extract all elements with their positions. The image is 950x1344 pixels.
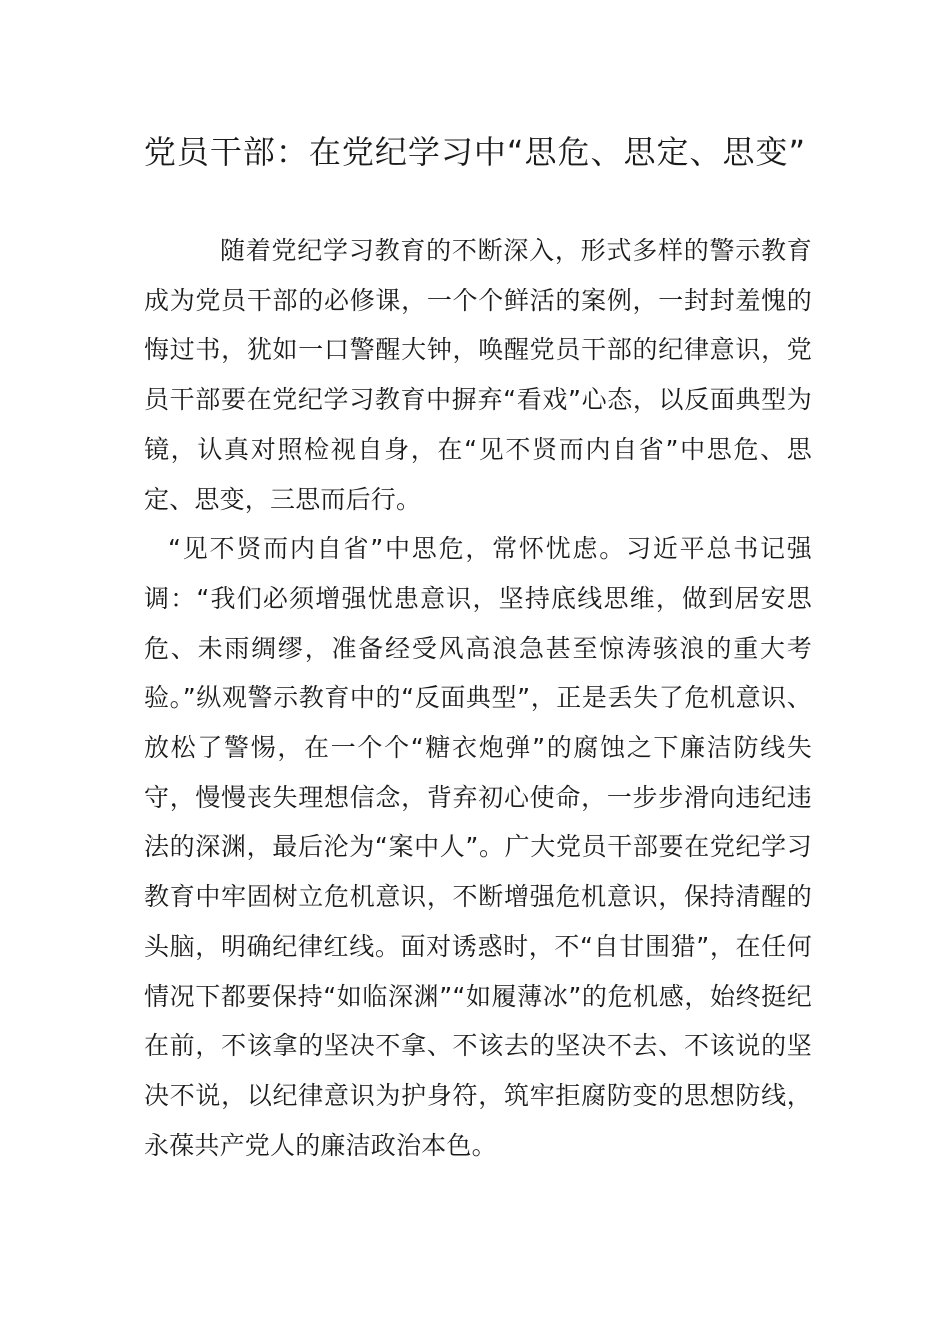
paragraph-sigui: “见不贤而内自省”中思危，常怀忧虑。习近平总书记强调：“我们必须增强忧患意识，坚持底线思维，做到居安思危、未雨绸缪，准备经受风高浪急甚至惊涛骇浪的重大考验。”纵观警示教育中的“反面典型”，正是丢失了危机意识、放松了警惕，在一个个“糖衣炮弹”的腐蚀之下廉洁防线失守，慢慢丧失理想信念，背弃初心使命，一步步滑向违纪违法的深渊，最后沦为“案中人”。广大党员干部要在党纪学习教育中牢固树立危机意识，不断增强危机意识，保持清醒的头脑，明确纪律红线。面对诱惑时，不“自甘围猎”，在任何情况下都要保持“如临深渊”“如履薄冰”的危机感，始终挺纪在前，不该拿的坚决不拿、不该去的坚决不去、不该说的坚决不说，以纪律意识为护身符，筑牢拒腐防变的思想防线，永葆共产党人的廉洁政治本色。 xyxy=(144,534,812,1160)
paragraph-intro: 随着党纪学习教育的不断深入，形式多样的警示教育成为党员干部的必修课，一个个鲜活的案例，一封封羞愧的悔过书，犹如一口警醒大钟，唤醒党员干部的纪律意识，党员干部要在党纪学习教育中摒弃“看戏”心态，以反面典型为镜，认真对照检视自身，在“见不贤而内自省”中思危、思定、思变，三思而后行。 xyxy=(144,236,812,514)
document-title: 党员干部：在党纪学习中“思危、思定、思变” xyxy=(143,133,807,171)
document-body xyxy=(144,226,812,1170)
